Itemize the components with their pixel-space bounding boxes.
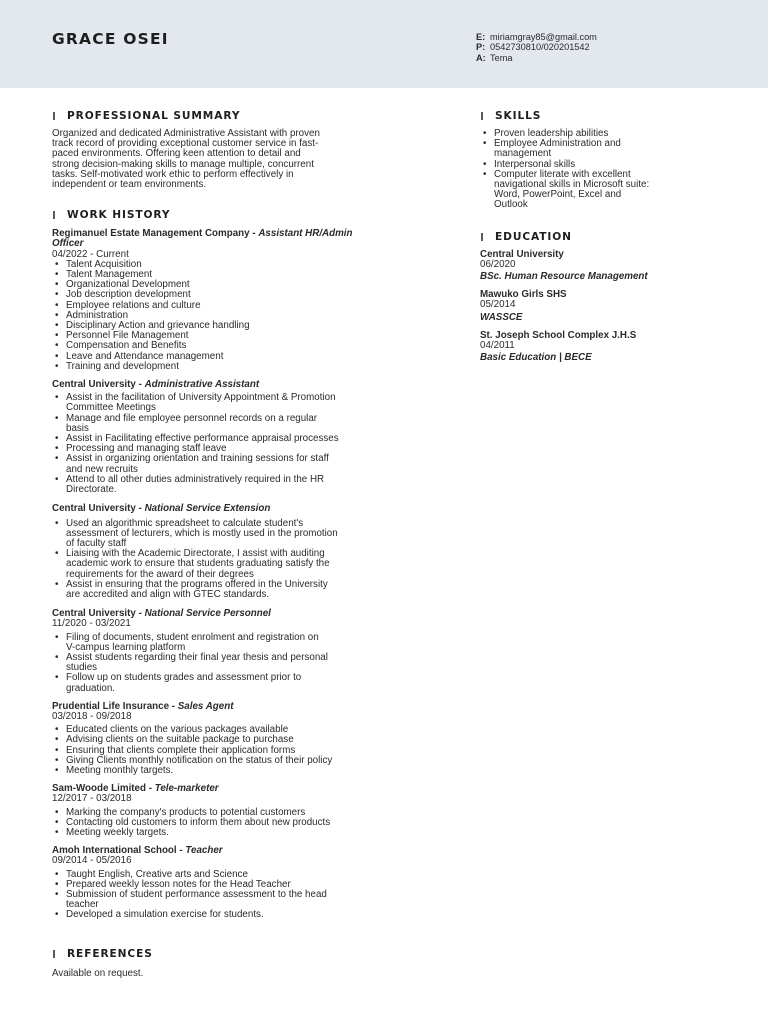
education-heading: EDUCATION <box>480 230 720 244</box>
duty-item: • Training and development <box>52 362 444 372</box>
duty-line: • Developed a simulation exercise for students. <box>66 909 264 921</box>
duty-item <box>52 766 444 776</box>
duty-line: • Assist students regarding their final year thesis and personal <box>66 651 328 663</box>
duty-item: • Talent Management <box>52 270 444 280</box>
duty-item: • Disciplinary Action and grievance handling <box>52 321 444 331</box>
duty-line: • Taught English, Creative arts and Science <box>66 868 248 880</box>
contact-address-row <box>476 53 597 63</box>
job-separator: - <box>249 228 259 240</box>
skill-line: management <box>494 148 552 160</box>
skill-item <box>480 139 720 159</box>
skill-line: • Interpersonal skills <box>494 158 576 170</box>
skill-line: • Proven leadership abilities <box>494 128 609 139</box>
job-duties <box>52 260 444 372</box>
duty-line: assessment of lecturers, which is mostly used in the promotion <box>66 527 338 539</box>
job-role: Assistant HR/Admin <box>258 228 353 240</box>
duty-line: studies <box>66 662 98 674</box>
duty-line: and new recruits <box>66 463 138 475</box>
summary-text <box>52 129 444 190</box>
summary-heading: PROFESSIONAL SUMMARY <box>52 109 444 123</box>
job-duties <box>52 725 444 776</box>
job-separator: - <box>169 700 178 712</box>
job-company: Sam-Woode Limited <box>52 783 146 795</box>
education-degree: Basic Education | BECE <box>480 352 592 364</box>
job-duties <box>52 519 444 601</box>
education-school: St. Joseph School Complex J.H.S <box>480 329 637 341</box>
work-history-heading: WORK HISTORY <box>52 208 444 222</box>
contact-label: P: <box>476 42 486 53</box>
duty-line: • Giving Clients monthly notification on the status of their policy <box>66 754 333 766</box>
right-column <box>480 109 720 363</box>
job-role: Teacher <box>185 845 223 857</box>
job-role: Sales Agent <box>177 700 234 712</box>
duty-line: graduation. <box>66 682 116 694</box>
job-role: Administrative Assistant <box>144 379 260 391</box>
education-entry <box>480 250 720 283</box>
skill-line: Outlook <box>494 199 528 211</box>
job-company: Central University <box>52 503 136 515</box>
job-duties <box>52 808 444 839</box>
job-entry <box>52 229 444 372</box>
job-company: Amoh International School <box>52 845 177 857</box>
contact-label: E: <box>476 32 486 42</box>
duty-line: basis <box>66 422 89 434</box>
duty-line: academic work to ensure that students graduating satisfy the <box>66 558 330 570</box>
duty-item: • Talent Acquisition <box>52 260 444 270</box>
summary-line: tasks. Self-motivated work ethic to perform effectively in <box>52 168 294 180</box>
education-school: Mawuko Girls SHS <box>480 289 567 301</box>
contact-phone: 0542730810/020201542 <box>490 42 590 53</box>
job-company: Central University <box>52 379 136 391</box>
summary-line: Organized and dedicated Administrative Assistant with proven <box>52 128 320 139</box>
duty-item: • Organizational Development <box>52 280 444 290</box>
duty-line: Committee Meetings <box>66 402 156 414</box>
duty-line: requirements for the award of their degrees <box>66 568 254 580</box>
job-role: National Service Extension <box>144 503 271 515</box>
job-role: Tele-marketer <box>154 783 219 795</box>
duty-line: Directorate. <box>66 484 117 496</box>
education-degree: BSc. Human Resource Management <box>480 271 648 283</box>
job-separator: - <box>145 783 155 795</box>
job-company: Central University <box>52 608 136 620</box>
duty-line: teacher <box>66 899 99 911</box>
duty-item: • Leave and Attendance management <box>52 352 444 362</box>
job-dates: 11/2020 - 03/2021 <box>52 618 131 630</box>
job-separator: - <box>135 379 145 391</box>
education-date: 06/2020 <box>480 258 516 270</box>
duty-line: • Educated clients on the various packages available <box>66 724 289 736</box>
duty-item: • Job description development <box>52 290 444 300</box>
duty-item: • Personnel File Management <box>52 331 444 341</box>
duty-item <box>52 454 444 474</box>
job-entry <box>52 609 444 694</box>
job-entry <box>52 380 444 495</box>
duty-line: • Assist in ensuring that the programs offered in the University <box>66 578 328 590</box>
duty-line: • Assist in the facilitation of University Appointment & Promotion <box>66 392 336 404</box>
job-title <box>52 504 444 514</box>
skill-line: navigational skills in Microsoft suite: <box>494 179 650 191</box>
education-school: Central University <box>480 248 564 260</box>
duty-line: of faculty staff <box>66 537 127 549</box>
job-role: National Service Personnel <box>144 608 271 620</box>
duty-line: • Contacting old customers to inform them about new products <box>66 816 331 828</box>
summary-line: strong decision-making skills to manage multiple, concurrent <box>52 158 314 170</box>
duty-item <box>52 393 444 413</box>
duty-line: • Marking the company's products to potential customers <box>66 806 306 818</box>
education-degree: WASSCE <box>480 311 523 323</box>
duty-line: V-campus learning platform <box>66 641 186 653</box>
job-dates: 04/2022 - Current <box>52 248 129 260</box>
summary-line: independent or team environments. <box>52 179 207 191</box>
duty-item <box>52 633 444 653</box>
references-heading: REFERENCES <box>52 947 444 961</box>
education-date: 05/2014 <box>480 299 516 311</box>
duty-line: • Attend to all other duties administratively required in the HR <box>66 473 325 485</box>
job-dates: 12/2017 - 03/2018 <box>52 793 132 805</box>
duty-line: • Processing and managing staff leave <box>66 443 227 455</box>
job-separator: - <box>176 845 186 857</box>
education-entry <box>480 290 720 323</box>
job-entry <box>52 846 444 920</box>
candidate-name: GRACE OSEI <box>52 30 169 48</box>
summary-line: paced environments. Offering keen attention to detail and <box>52 148 301 160</box>
duty-item: • Compensation and Benefits <box>52 341 444 351</box>
job-company: Regimanuel Estate Management Company <box>52 228 250 240</box>
job-dates: 09/2014 - 05/2016 <box>52 855 132 867</box>
contact-email: miriamgray85@gmail.com <box>490 32 597 42</box>
skills-heading: SKILLS <box>480 109 720 123</box>
duty-line: • Advising clients on the suitable package to purchase <box>66 734 294 746</box>
contact-block <box>476 32 597 63</box>
duty-item <box>52 890 444 910</box>
education-entry <box>480 331 720 364</box>
contact-email-row <box>476 32 597 42</box>
duty-item <box>52 549 444 580</box>
job-entry <box>52 784 444 838</box>
job-company: Prudential Life Insurance <box>52 700 170 712</box>
duty-line: • Filing of documents, student enrolment and registration on <box>66 631 319 643</box>
duty-item <box>52 580 444 600</box>
left-column <box>52 109 444 979</box>
contact-label: A: <box>476 52 486 63</box>
job-dates: 03/2018 - 09/2018 <box>52 710 132 722</box>
duty-line: • Follow up on students grades and assessment prior to <box>66 672 302 684</box>
job-separator: - <box>135 608 145 620</box>
duty-line: • Assist in Facilitating effective performance appraisal processes <box>66 433 339 445</box>
duty-line: • Manage and file employee personnel records on a regular <box>66 412 318 424</box>
skill-line: • Employee Administration and <box>494 138 621 150</box>
duty-item <box>52 653 444 673</box>
duty-line: are accredited and align with GTEC standards. <box>66 588 270 600</box>
duty-line: • Used an algorithmic spreadsheet to calculate student's <box>66 517 304 529</box>
duty-item: • Employee relations and culture <box>52 301 444 311</box>
skills-list <box>480 129 720 211</box>
duty-line: • Meeting monthly targets. <box>66 764 174 776</box>
job-duties <box>52 870 444 921</box>
duty-item <box>52 828 444 838</box>
duty-item <box>52 519 444 550</box>
job-entry <box>52 504 444 600</box>
duty-line: • Submission of student performance assessment to the head <box>66 889 327 900</box>
skill-item <box>480 170 720 211</box>
duty-item <box>52 910 444 920</box>
skill-line: Word, PowerPoint, Excel and <box>494 189 622 201</box>
duty-line: • Assist in organizing orientation and training sessions for staff <box>66 453 329 465</box>
job-title <box>52 380 444 390</box>
job-duties <box>52 633 444 694</box>
references-text: Available on request. <box>52 967 144 979</box>
skill-line: • Computer literate with excellent <box>494 168 631 180</box>
job-duties <box>52 393 444 495</box>
job-entry <box>52 702 444 776</box>
duty-line: • Prepared weekly lesson notes for the Head Teacher <box>66 878 291 890</box>
duty-item: • Administration <box>52 311 444 321</box>
job-role-continued: Officer <box>52 238 84 250</box>
job-separator: - <box>135 503 145 515</box>
contact-phone-row <box>476 42 597 52</box>
education-date: 04/2011 <box>480 340 515 352</box>
duty-line: • Liaising with the Academic Directorate, I assist with auditing <box>66 548 325 560</box>
summary-line: track record of providing exceptional customer service in fast- <box>52 138 319 150</box>
duty-item <box>52 673 444 693</box>
duty-line: • Ensuring that clients complete their application forms <box>66 744 296 756</box>
duty-line: • Meeting weekly targets. <box>66 826 169 838</box>
duty-item <box>52 414 444 434</box>
contact-address: Tema <box>490 52 513 63</box>
duty-item <box>52 475 444 495</box>
job-title <box>52 229 444 239</box>
